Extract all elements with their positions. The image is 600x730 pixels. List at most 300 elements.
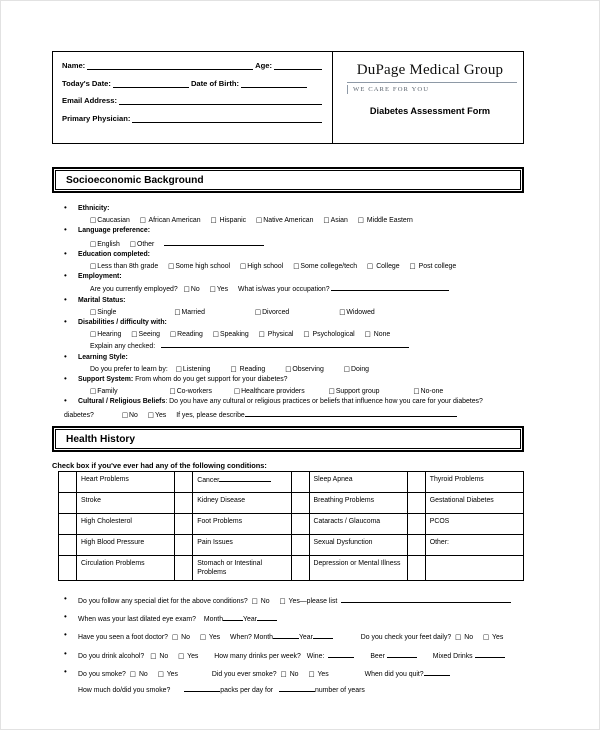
age-label: Age:	[255, 61, 272, 70]
learning-option-reading[interactable]	[230, 366, 265, 373]
table-row	[59, 472, 524, 493]
checkbox-icon: □	[240, 262, 247, 271]
support-option-family[interactable]	[90, 388, 118, 395]
ethnicity-option-middle-eastern[interactable]	[358, 217, 413, 224]
condition-label-cell	[77, 493, 175, 514]
socioeconomic-question-list	[52, 204, 532, 422]
checkbox-icon: □	[413, 387, 420, 396]
condition-checkbox-cell[interactable]	[407, 493, 425, 514]
primary-physician-label: Primary Physician:	[62, 113, 131, 123]
language-label: Language preference:	[78, 227, 150, 235]
condition-label-cell	[309, 535, 407, 556]
eye-exam-year-input-line[interactable]	[257, 613, 277, 621]
condition-label: Thyroid Problems	[429, 476, 484, 483]
checkbox-icon: □	[169, 387, 176, 396]
condition-checkbox-cell[interactable]	[59, 514, 77, 535]
question-smoking-amount	[52, 684, 532, 696]
condition-label-cell	[193, 514, 291, 535]
marital-option-label: Divorced	[262, 308, 290, 316]
eye-exam-month-input-line[interactable]	[223, 613, 243, 621]
marital-option-married[interactable]	[174, 309, 205, 316]
condition-label: Cancer	[197, 477, 220, 484]
support-option-label: Support group	[335, 388, 380, 396]
section-header-health-history	[52, 426, 524, 452]
education-option-high-school[interactable]	[240, 263, 283, 270]
support-option-healthcare-providers[interactable]	[234, 388, 305, 395]
clinic-name: DuPage Medical Group	[356, 62, 504, 78]
foot-doctor-month-input-line[interactable]	[273, 631, 299, 639]
section-header-socioeconomic-inner	[55, 170, 521, 190]
condition-label: Pain Issues	[197, 539, 233, 546]
employment-option-no[interactable]	[184, 286, 200, 293]
age-input-line[interactable]	[274, 61, 322, 70]
support-system-question: From whom do you get support for your diabetes?	[135, 376, 288, 384]
condition-checkbox-cell[interactable]	[407, 535, 425, 556]
learning-option-label: Listening	[182, 365, 211, 373]
checkbox-icon: □	[303, 330, 310, 339]
support-option-label: No-one	[420, 388, 444, 396]
condition-checkbox-cell[interactable]	[59, 556, 77, 581]
feet-daily-option-label: Yes	[492, 634, 504, 642]
condition-label: Heart Problems	[81, 476, 129, 483]
patient-info-header	[52, 51, 524, 144]
condition-checkbox-cell[interactable]	[59, 472, 77, 493]
tagline-row	[347, 82, 517, 94]
checkbox-icon: □	[90, 330, 97, 339]
checkbox-icon: □	[157, 669, 164, 678]
alcohol-option-no[interactable]	[150, 653, 168, 660]
question-employment	[52, 272, 532, 282]
checkbox-icon: □	[90, 216, 97, 225]
conditions-table-body	[59, 472, 524, 581]
support-option-no-one[interactable]	[413, 388, 443, 395]
condition-label-cell	[193, 556, 291, 581]
ethnicity-option-label: Caucasian	[97, 217, 130, 225]
eye-exam-text: When was your last dilated eye exam?	[78, 616, 196, 624]
section-header-socioeconomic	[52, 167, 524, 193]
ethnicity-options	[52, 215, 532, 226]
disabilities-option-physical[interactable]	[259, 331, 294, 338]
marital-option-label: Married	[181, 308, 205, 316]
checkbox-icon: □	[171, 633, 179, 642]
condition-checkbox-cell[interactable]	[291, 535, 309, 556]
checkbox-icon: □	[364, 330, 371, 339]
disabilities-option-label: None	[373, 331, 391, 339]
special-diet-option-no[interactable]	[252, 598, 270, 605]
table-row	[59, 514, 524, 535]
question-smoking	[52, 668, 532, 680]
section-header-health-history-inner	[55, 429, 521, 449]
checkbox-icon: □	[251, 597, 258, 605]
condition-label-cell	[425, 535, 523, 556]
disabilities-option-label: Hearing	[97, 331, 122, 339]
checkbox-icon: □	[174, 307, 181, 316]
marital-option-divorced[interactable]	[255, 309, 289, 316]
learning-option-label: Doing	[350, 365, 369, 373]
checkbox-icon: □	[168, 262, 175, 271]
foot-doctor-text: Have you seen a foot doctor?	[78, 634, 169, 642]
education-option-less-than-8th[interactable]	[90, 263, 158, 270]
alcohol-beer-label: Beer	[370, 652, 385, 660]
ethnicity-option-african-american[interactable]	[140, 217, 201, 224]
education-option-label: Some college/tech	[300, 263, 358, 271]
ever-smoke-option-label: Yes	[317, 670, 329, 678]
checkbox-icon: □	[279, 597, 286, 605]
employment-option-yes[interactable]	[210, 286, 228, 293]
employment-question: Are you currently employed?	[90, 286, 178, 294]
condition-label-cell	[193, 472, 291, 493]
checkbox-icon: □	[210, 216, 217, 225]
checkbox-icon: □	[131, 330, 138, 339]
cultural-option-label: Yes	[155, 411, 167, 419]
disabilities-option-label: Physical	[267, 331, 294, 339]
condition-checkbox-cell[interactable]	[291, 472, 309, 493]
section-header-health-history-label: Health History	[66, 433, 136, 445]
education-option-label: Post college	[418, 263, 457, 271]
question-education	[52, 250, 532, 260]
checkbox-icon: □	[199, 633, 207, 642]
smoke-howmuch-label: How much do/did you smoke?	[78, 687, 171, 695]
condition-label: Cataracts / Glaucoma	[313, 518, 381, 525]
language-option-label: Other	[137, 240, 155, 248]
eye-exam-year-label: Year	[243, 616, 257, 624]
checkbox-icon: □	[178, 651, 185, 660]
ever-smoke-option-yes[interactable]	[308, 671, 328, 678]
support-system-options	[52, 386, 532, 397]
support-option-support-group[interactable]	[329, 388, 380, 395]
section-header-socioeconomic-label: Socioeconomic Background	[66, 174, 204, 186]
cancer-type-input-line[interactable]	[219, 475, 271, 482]
clinic-branding	[333, 52, 523, 143]
smoke-option-label: No	[138, 670, 148, 678]
employment-option-label: Yes	[216, 286, 229, 294]
name-input-line[interactable]	[87, 61, 253, 70]
condition-checkbox-cell[interactable]	[291, 514, 309, 535]
marital-option-label: Single	[97, 308, 117, 316]
education-option-post-college[interactable]	[410, 263, 457, 270]
foot-doctor-option-label: No	[181, 634, 190, 642]
smoke-packs-input-line[interactable]	[184, 684, 220, 692]
condition-label: Depression or Mental Illness	[313, 560, 401, 567]
disabilities-label: Disabilities / difficulty with:	[78, 319, 167, 327]
alcohol-option-yes[interactable]	[178, 653, 198, 660]
condition-checkbox-cell[interactable]	[59, 535, 77, 556]
form-title: Diabetes Assessment Form	[369, 106, 491, 116]
checkbox-icon: □	[483, 633, 490, 642]
cultural-diabetes-word: diabetes?	[64, 411, 94, 419]
occupation-question: What is/was your occupation?	[238, 286, 330, 294]
alcohol-howmany-label: How many drinks per week?	[214, 652, 301, 660]
feet-daily-text: Do you check your feet daily?	[360, 634, 452, 642]
foot-doctor-year-input-line[interactable]	[313, 631, 333, 639]
condition-label-cell	[77, 514, 175, 535]
marital-option-single[interactable]	[90, 309, 116, 316]
question-foot-doctor	[52, 631, 532, 643]
language-option-english[interactable]	[90, 241, 120, 248]
smoke-quit-label: When did you quit?	[364, 670, 424, 678]
disabilities-option-none[interactable]	[365, 331, 391, 338]
condition-label: Other:	[429, 539, 449, 546]
disabilities-explain-input-line[interactable]	[161, 340, 409, 348]
date-of-birth-label: Date of Birth:	[190, 78, 240, 88]
disabilities-option-psychological[interactable]	[303, 331, 354, 338]
employment-option-label: No	[190, 286, 200, 294]
condition-checkbox-cell[interactable]	[407, 556, 425, 581]
condition-label: High Blood Pressure	[81, 539, 145, 546]
support-system-label: Support System:	[78, 376, 134, 384]
primary-physician-field-row	[62, 114, 324, 123]
smoke-option-no[interactable]	[130, 671, 148, 678]
disabilities-option-reading[interactable]	[170, 331, 203, 338]
smoke-years-label: number of years	[315, 687, 365, 695]
ethnicity-option-native-american[interactable]	[256, 217, 313, 224]
language-other-input-line[interactable]	[164, 238, 264, 246]
learning-option-doing[interactable]	[344, 366, 369, 373]
smoke-option-yes[interactable]	[158, 671, 178, 678]
checkbox-icon: □	[175, 364, 182, 373]
clinic-tagline: WE CARE FOR YOU	[353, 86, 430, 93]
condition-checkbox-cell[interactable]	[175, 535, 193, 556]
name-field-row	[62, 61, 324, 70]
disabilities-option-label: Seeing	[138, 331, 160, 339]
ethnicity-label: Ethnicity:	[78, 205, 110, 212]
condition-label: Stroke	[81, 497, 101, 504]
learning-option-label: Observing	[292, 365, 324, 373]
condition-label-cell	[77, 472, 175, 493]
condition-label: Sleep Apnea	[313, 476, 353, 483]
alcohol-mixed-input-line[interactable]	[475, 650, 505, 658]
cultural-question: : Do you have any cultural or religious practices or beliefs that influence how you care for your diabetes?	[165, 398, 483, 406]
checkbox-icon: □	[129, 239, 136, 248]
education-option-label: High school	[247, 263, 284, 271]
date-of-birth-input-line[interactable]	[241, 79, 307, 88]
cultural-describe-input-line[interactable]	[245, 409, 457, 417]
checkbox-icon: □	[90, 262, 97, 271]
ever-smoke-option-no[interactable]	[281, 671, 299, 678]
checkbox-icon: □	[328, 387, 335, 396]
condition-checkbox-cell[interactable]	[175, 493, 193, 514]
condition-checkbox-cell[interactable]	[175, 556, 193, 581]
conditions-instruction: Check box if you've ever had any of the following conditions:	[52, 461, 267, 470]
smoke-quit-input-line[interactable]	[424, 668, 450, 676]
language-option-other[interactable]	[130, 241, 154, 248]
alcohol-wine-label: Wine:	[306, 652, 325, 660]
feet-daily-option-no[interactable]	[455, 634, 473, 641]
checkbox-icon: □	[293, 262, 300, 271]
disabilities-explain-label: Explain any checked:	[90, 343, 156, 351]
checkbox-icon: □	[254, 307, 262, 316]
condition-label-cell	[309, 514, 407, 535]
condition-label: Kidney Disease	[197, 497, 246, 504]
condition-label: PCOS	[429, 518, 450, 525]
smoke-packs-label: packs per day for	[220, 687, 274, 695]
condition-label: Circulation Problems	[81, 560, 145, 567]
condition-checkbox-cell[interactable]	[175, 514, 193, 535]
learning-option-listening[interactable]	[176, 366, 211, 373]
condition-label-cell	[77, 535, 175, 556]
alcohol-mixed-label: Mixed Drinks	[432, 652, 473, 660]
cultural-option-no[interactable]	[122, 412, 138, 419]
support-option-label: Healthcare providers	[241, 388, 305, 396]
special-diet-input-line[interactable]	[341, 595, 511, 603]
ever-smoke-option-label: No	[289, 670, 299, 678]
patient-fields	[53, 52, 333, 143]
education-option-label: College	[376, 263, 400, 271]
smoke-text: Do you smoke?	[78, 670, 126, 678]
name-label: Name:	[62, 61, 86, 70]
disabilities-option-hearing[interactable]	[90, 331, 121, 338]
checkbox-icon: □	[212, 330, 219, 339]
alcohol-option-label: Yes	[187, 652, 199, 660]
alcohol-wine-input-line[interactable]	[328, 650, 354, 658]
disabilities-option-label: Reading	[177, 331, 203, 339]
ethnicity-option-label: Middle Eastern	[366, 217, 413, 225]
learning-option-observing[interactable]	[285, 366, 324, 373]
ever-smoke-text: Did you ever smoke?	[211, 670, 277, 678]
feet-daily-option-yes[interactable]	[483, 634, 503, 641]
cultural-describe-label: If yes, please describe	[176, 411, 245, 419]
smoke-years-input-line[interactable]	[279, 684, 315, 692]
checkbox-icon: □	[139, 216, 146, 225]
email-field-row	[62, 96, 324, 105]
condition-checkbox-cell[interactable]	[407, 472, 425, 493]
support-option-label: Family	[97, 388, 118, 396]
checkbox-icon: □	[455, 633, 462, 642]
condition-label: Breathing Problems	[313, 497, 375, 504]
marital-option-widowed[interactable]	[339, 309, 375, 316]
checkbox-icon: □	[409, 262, 416, 271]
question-cultural-beliefs	[52, 397, 532, 407]
learning-option-label: Reading	[239, 365, 266, 373]
checkbox-icon: □	[129, 669, 137, 678]
table-row	[59, 493, 524, 514]
learning-style-question: Do you prefer to learn by:	[90, 365, 168, 373]
foot-doctor-when-label: When? Month	[230, 634, 273, 642]
checkbox-icon: □	[367, 262, 374, 271]
checkbox-icon: □	[209, 285, 216, 294]
condition-label: Foot Problems	[197, 518, 243, 525]
marital-option-label: Widowed	[346, 308, 375, 316]
education-option-some-college[interactable]	[293, 263, 357, 270]
question-language-preference	[52, 226, 532, 236]
checkbox-icon: □	[285, 364, 292, 373]
question-eye-exam	[52, 613, 532, 625]
alcohol-beer-input-line[interactable]	[387, 650, 417, 658]
question-disabilities	[52, 318, 532, 328]
condition-checkbox-cell[interactable]	[59, 493, 77, 514]
condition-label-cell	[77, 556, 175, 581]
ethnicity-option-label: Asian	[330, 217, 348, 225]
special-diet-option-yes[interactable]	[280, 598, 338, 605]
condition-label-cell	[309, 493, 407, 514]
education-label: Education completed:	[78, 250, 150, 258]
alcohol-text: Do you drink alcohol?	[78, 652, 145, 660]
question-alcohol	[52, 650, 532, 662]
checkbox-icon: □	[90, 239, 97, 248]
condition-checkbox-cell[interactable]	[291, 556, 309, 581]
question-marital-status	[52, 296, 532, 306]
question-special-diet	[52, 595, 532, 607]
education-options	[52, 261, 532, 272]
condition-label-cell	[309, 472, 407, 493]
checkbox-icon: □	[150, 651, 157, 660]
primary-physician-input-line[interactable]	[132, 114, 322, 123]
condition-label-cell	[309, 556, 407, 581]
question-ethnicity	[52, 204, 532, 214]
ethnicity-option-label: Native American	[263, 217, 314, 225]
checkbox-icon: □	[256, 216, 263, 225]
condition-checkbox-cell[interactable]	[407, 514, 425, 535]
cultural-option-label: No	[129, 411, 138, 419]
form-sheet	[1, 1, 599, 729]
disabilities-explain-row	[52, 340, 532, 352]
special-diet-text: Do you follow any special diet for the above conditions?	[78, 598, 248, 605]
disabilities-option-seeing[interactable]	[131, 331, 160, 338]
condition-label-cell	[425, 514, 523, 535]
education-option-label: Less than 8th grade	[97, 263, 159, 271]
alcohol-option-label: No	[159, 652, 169, 660]
disabilities-option-label: Speaking	[219, 331, 249, 339]
foot-doctor-option-yes[interactable]	[200, 634, 220, 641]
cultural-answer-row	[52, 409, 532, 421]
ethnicity-option-caucasian[interactable]	[90, 217, 130, 224]
ethnicity-option-hispanic[interactable]	[211, 217, 247, 224]
language-options	[52, 238, 532, 250]
condition-label: Stomach or Intestinal Problems	[197, 560, 262, 576]
email-label: Email Address:	[62, 96, 118, 105]
checkbox-icon: □	[169, 330, 177, 339]
education-option-label: Some high school	[175, 263, 231, 271]
condition-label-cell	[425, 493, 523, 514]
employment-options	[52, 283, 532, 295]
condition-label: Gestational Diabetes	[429, 497, 494, 504]
condition-checkbox-cell[interactable]	[175, 472, 193, 493]
cultural-label: Cultural / Religious Beliefs	[78, 398, 166, 406]
special-diet-option-label: No	[260, 598, 270, 605]
condition-checkbox-cell[interactable]	[291, 493, 309, 514]
support-option-coworkers[interactable]	[169, 388, 211, 395]
special-diet-option-label: Yes—please list	[288, 598, 338, 605]
foot-doctor-option-label: Yes	[208, 634, 221, 642]
learning-style-options	[52, 364, 532, 375]
condition-label-cell	[193, 535, 291, 556]
condition-label-cell	[425, 472, 523, 493]
checkbox-icon: □	[233, 387, 241, 396]
ethnicity-option-asian[interactable]	[323, 217, 347, 224]
todays-date-input-line[interactable]	[113, 79, 189, 88]
eye-exam-month-label: Month	[203, 616, 224, 624]
marital-options	[52, 307, 532, 318]
employment-label: Employment:	[78, 273, 122, 281]
email-input-line[interactable]	[119, 96, 322, 105]
disabilities-option-label: Psychological	[312, 331, 355, 339]
education-option-college[interactable]	[367, 263, 400, 270]
checkbox-icon: □	[258, 330, 265, 339]
foot-doctor-option-no[interactable]	[172, 634, 190, 641]
table-row	[59, 535, 524, 556]
disabilities-option-speaking[interactable]	[213, 331, 249, 338]
todays-date-field-row	[62, 79, 324, 88]
feet-daily-option-label: No	[464, 634, 474, 642]
cultural-option-yes[interactable]	[148, 412, 166, 419]
education-option-some-high-school[interactable]	[168, 263, 230, 270]
checkbox-icon: □	[343, 364, 350, 373]
occupation-input-line[interactable]	[331, 283, 449, 291]
conditions-table	[58, 471, 524, 581]
question-support-system	[52, 375, 532, 385]
checkbox-icon: □	[147, 410, 155, 419]
ethnicity-option-label: Hispanic	[219, 217, 247, 225]
